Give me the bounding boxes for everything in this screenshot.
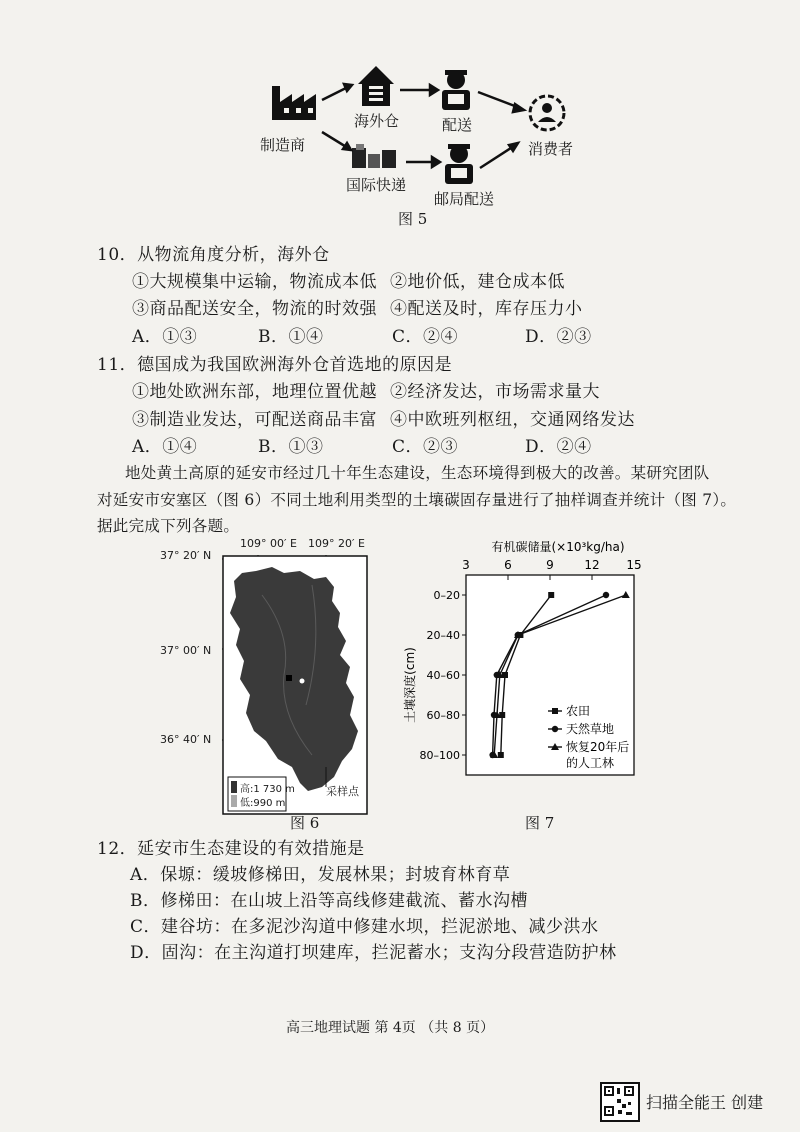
postman-icon bbox=[445, 144, 473, 184]
y-tick-label: 80–100 bbox=[419, 749, 460, 762]
figure-5 bbox=[240, 50, 600, 230]
figure-7 bbox=[398, 535, 678, 805]
chart-y-axis-label: 土壤深度(cm) bbox=[403, 647, 417, 723]
y-tick-label: 20–40 bbox=[426, 629, 460, 642]
legend-gradient-low bbox=[231, 795, 237, 807]
map-lat-2: 37° 00′ N bbox=[160, 644, 212, 657]
label-manufacturer: 制造商 bbox=[260, 136, 306, 154]
label-consumer: 消费者 bbox=[528, 140, 574, 158]
sample-site-marker bbox=[286, 675, 292, 681]
q10-choice-d[interactable]: D．②③ bbox=[525, 327, 592, 347]
qr-code-icon bbox=[602, 1084, 638, 1120]
map-lat-1: 37° 20′ N bbox=[160, 549, 212, 562]
label-post-delivery: 邮局配送 bbox=[434, 190, 495, 208]
x-tick-label: 12 bbox=[584, 558, 600, 572]
intl-express-icon bbox=[352, 144, 396, 168]
qr-code bbox=[600, 1082, 640, 1122]
q12-choice-a[interactable]: A．保塬：缓坡修梯田，发展林果；封坡育林育草 bbox=[130, 865, 511, 885]
page-footer: 高三地理试题 第 4页 （共 8 页） bbox=[286, 1020, 495, 1036]
q11-stem: 11．德国成为我国欧洲海外仓首选地的原因是 bbox=[97, 355, 453, 375]
figure-6-caption: 图 6 bbox=[290, 814, 320, 832]
point-square bbox=[498, 752, 504, 758]
q10-choice-c[interactable]: C．②④ bbox=[392, 327, 459, 347]
q11-option-2: ②经济发达，市场需求量大 bbox=[390, 382, 600, 402]
label-overseas-warehouse: 海外仓 bbox=[354, 112, 400, 130]
x-tick-label: 6 bbox=[504, 558, 512, 572]
q11-choice-d[interactable]: D．②④ bbox=[525, 437, 592, 457]
chart-title: 有机碳储量(×10³kg/ha) bbox=[491, 540, 625, 554]
x-tick-label: 15 bbox=[626, 558, 642, 572]
figure-7-chart bbox=[398, 535, 678, 805]
point-circle bbox=[603, 592, 609, 598]
q12-stem: 12．延安市生态建设的有效措施是 bbox=[97, 839, 365, 859]
legend-label: 恢复20年后 bbox=[566, 740, 630, 754]
passage-line-3: 据此完成下列各题。 bbox=[97, 517, 240, 535]
passage-line-2: 对延安市安塞区（图 6）不同土地利用类型的土壤碳固存量进行了抽样调查并统计（图 7）。 bbox=[97, 491, 737, 509]
map-lon-2: 109° 20′ E bbox=[308, 537, 365, 550]
legend-high-label: 高:1 730 m bbox=[240, 784, 295, 795]
y-tick-label: 60–80 bbox=[426, 709, 460, 722]
q11-option-3: ③制造业发达，可配送商品丰富 bbox=[132, 410, 377, 430]
legend-circle-marker bbox=[552, 726, 558, 732]
q10-stem: 10．从物流角度分析，海外仓 bbox=[97, 245, 330, 265]
q11-option-4: ④中欧班列枢纽，交通网络发达 bbox=[390, 410, 635, 430]
courier-icon bbox=[442, 70, 470, 110]
q12-choice-b[interactable]: B．修梯田：在山坡上沿等高线修建截流、蓄水沟槽 bbox=[130, 891, 528, 911]
map-lat-3: 36° 40′ N bbox=[160, 733, 212, 746]
label-delivery: 配送 bbox=[442, 116, 473, 134]
q10-choice-b[interactable]: B．①④ bbox=[258, 327, 324, 347]
q11-choice-b[interactable]: B．①③ bbox=[258, 437, 324, 457]
q10-option-3: ③商品配送安全，物流的时效强 bbox=[132, 299, 377, 319]
passage-line-1: 地处黄土高原的延安市经过几十年生态建设，生态环境得到极大的改善。某研究团队 bbox=[125, 464, 710, 482]
q11-option-1: ①地处欧洲东部，地理位置优越 bbox=[132, 382, 377, 402]
y-tick-label: 40–60 bbox=[426, 669, 460, 682]
sample-point-label: 采样点 bbox=[326, 785, 359, 798]
legend-label: 农田 bbox=[566, 704, 591, 718]
legend-square-marker bbox=[552, 708, 558, 714]
q11-choice-c[interactable]: C．②③ bbox=[392, 437, 459, 457]
q10-option-2: ②地价低，建仓成本低 bbox=[390, 272, 565, 292]
q10-choice-a[interactable]: A．①③ bbox=[132, 327, 198, 347]
q10-option-1: ①大规模集中运输，物流成本低 bbox=[132, 272, 377, 292]
figure-6 bbox=[160, 535, 375, 835]
q10-option-4: ④配送及时，库存压力小 bbox=[390, 299, 583, 319]
q12-choice-d[interactable]: D．固沟：在主沟道打坝建库，拦泥蓄水；支沟分段营造防护林 bbox=[130, 943, 617, 963]
legend-label-line2: 的人工林 bbox=[566, 756, 615, 770]
q11-choice-a[interactable]: A．①④ bbox=[132, 437, 198, 457]
warehouse-icon bbox=[358, 66, 394, 106]
factory-icon bbox=[272, 86, 316, 120]
legend-low-label: 低:990 m bbox=[240, 798, 286, 809]
point-square bbox=[548, 592, 554, 598]
q12-choice-c[interactable]: C．建谷坊：在多泥沙沟道中修建水坝，拦泥淤地、减少洪水 bbox=[130, 917, 599, 937]
x-tick-label: 9 bbox=[546, 558, 554, 572]
figure-7-caption: 图 7 bbox=[525, 814, 555, 832]
y-tick-label: 0–20 bbox=[433, 589, 460, 602]
label-intl-express: 国际快递 bbox=[346, 176, 407, 194]
legend-gradient-high bbox=[231, 781, 237, 793]
legend-label: 天然草地 bbox=[566, 722, 615, 736]
scanner-watermark: 扫描全能王 创建 bbox=[646, 1093, 764, 1112]
map-lon-1: 109° 00′ E bbox=[240, 537, 297, 550]
figure-5-caption: 图 5 bbox=[398, 210, 428, 228]
x-tick-label: 3 bbox=[462, 558, 470, 572]
consumer-icon bbox=[530, 96, 564, 130]
